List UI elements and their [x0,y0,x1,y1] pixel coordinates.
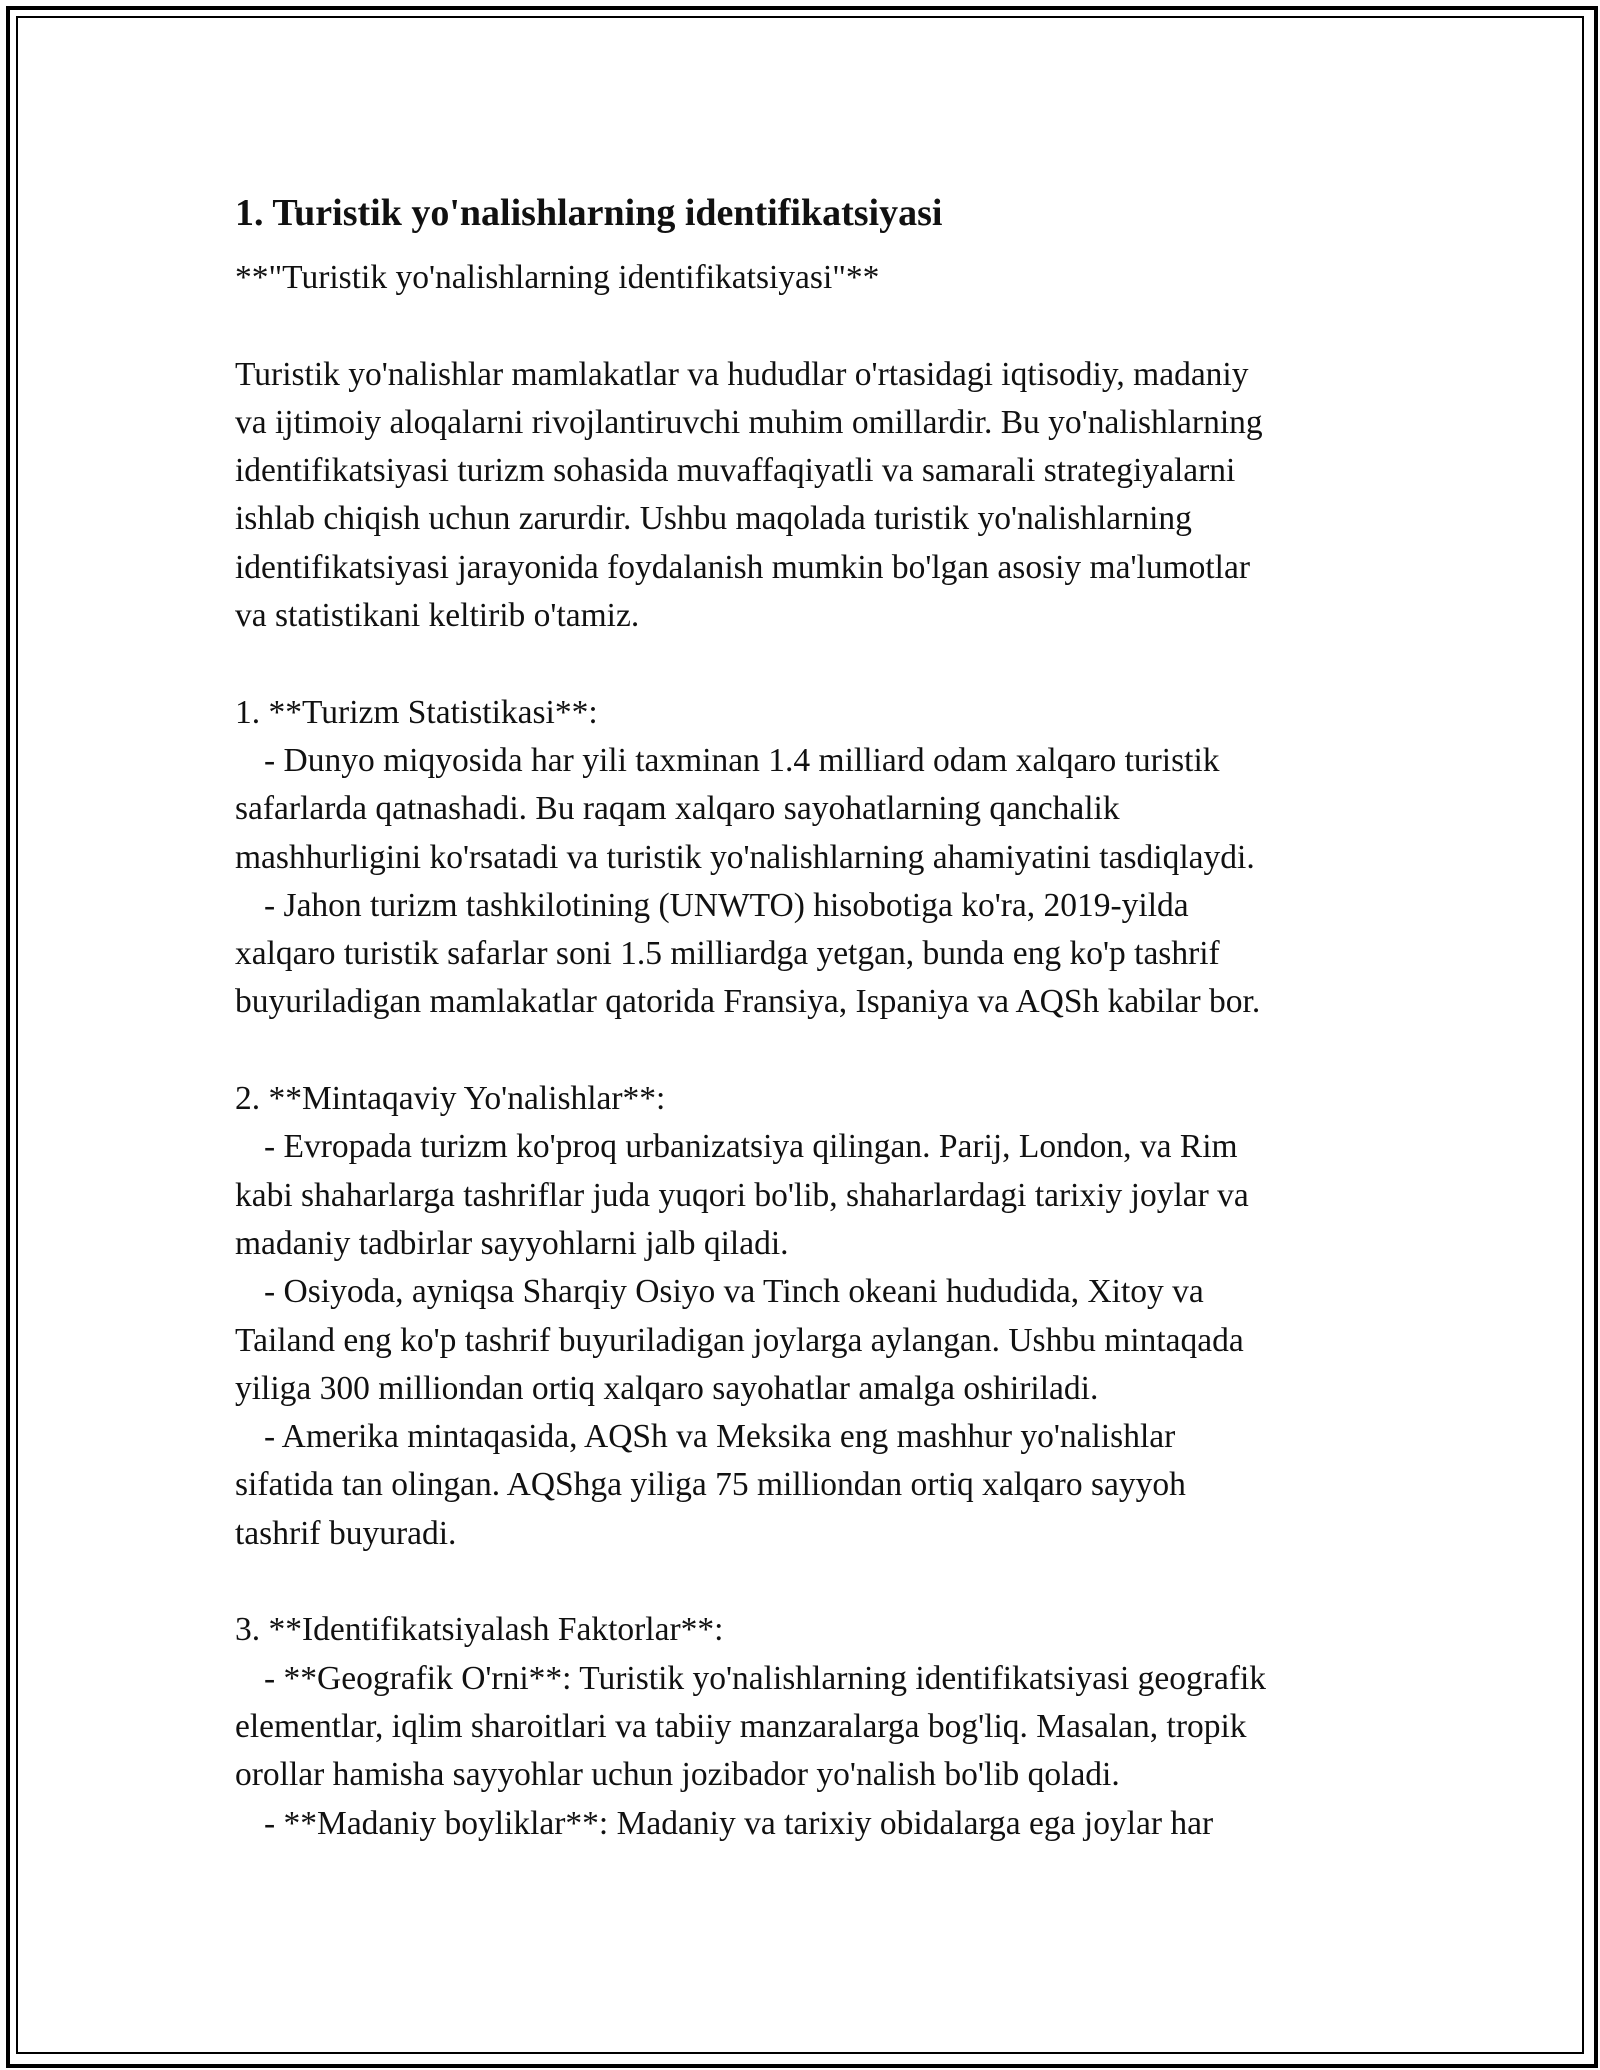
bullet-line: kabi shaharlarga tashriflar juda yuqori bo'lib, shaharlardagi tarixiy joylar va [235,1176,1249,1214]
intro-line: identifikatsiyasi jarayonida foydalanish mumkin bo'lgan asosiy ma'lumotlar [235,548,1251,586]
bullet-item [235,1123,1365,1268]
intro-paragraph [235,351,1365,641]
bullet-line: - **Geografik O'rni**: Turistik yo'nalishlarning identifikatsiyasi geografik [264,1659,1267,1697]
intro-line: Turistik yo'nalishlar mamlakatlar va hududlar o'rtasidagi iqtisodiy, madaniy [235,355,1249,393]
section-heading: 2. **Mintaqaviy Yo'nalishlar**: [235,1080,666,1118]
spacer [235,1558,1365,1606]
bullet-line: - Dunyo miqyosida har yili taxminan 1.4 milliard odam xalqaro turistik [264,741,1220,779]
bullet-item [235,737,1365,882]
bullet-line: - Osiyoda, ayniqsa Sharqiy Osiyo va Tinch okeani hududida, Xitoy va [264,1273,1204,1311]
intro-line: va ijtimoiy aloqalarni rivojlantiruvchi muhim omillardir. Bu yo'nalishlarning [235,403,1263,441]
bullet-line: - Evropada turizm ko'proq urbanizatsiya qilingan. Parij, London, va Rim [264,1128,1238,1166]
bullet-line: Tailand eng ko'p tashrif buyuriladigan joylarga aylangan. Ushbu mintaqada [235,1321,1244,1359]
bullet-line: orollar hamisha sayyohlar uchun jozibador yo'nalish bo'lib qoladi. [235,1756,1120,1794]
spacer [235,1027,1365,1075]
bullet-line: - **Madaniy boyliklar**: Madaniy va tarixiy obidalarga ega joylar har [264,1804,1214,1842]
spacer [235,640,1365,688]
bullet-line: mashhurligini ko'rsatadi va turistik yo'nalishlarning ahamiyatini tasdiqlaydi. [235,838,1255,876]
intro-line: va statistikani keltirib o'tamiz. [235,597,640,635]
section-heading: 3. **Identifikatsiyalash Faktorlar**: [235,1611,724,1649]
bullet-line: xalqaro turistik safarlar soni 1.5 milliardga yetgan, bunda eng ko'p tashrif [235,935,1220,973]
bullet-item [235,1655,1365,1800]
bullet-item [235,882,1365,1027]
intro-line: identifikatsiyasi turizm sohasida muvaffaqiyatli va samarali strategiyalarni [235,452,1236,490]
bullet-line: safarlarda qatnashadi. Bu raqam xalqaro sayohatlarning qanchalik [235,790,1120,828]
spacer [235,302,1365,350]
bullet-item [235,1268,1365,1413]
bullet-line: elementlar, iqlim sharoitlari va tabiiy manzaralarga bog'liq. Masalan, tropik [235,1707,1247,1745]
document-body [235,186,1365,1848]
section-tourism-statistics [235,689,1365,1027]
bullet-line: madaniy tadbirlar sayyohlarni jalb qiladi. [235,1224,789,1262]
bullet-item [235,1413,1365,1558]
bullet-line: - Jahon turizm tashkilotining (UNWTO) hisobotiga ko'ra, 2019-yilda [264,886,1189,924]
bullet-line: tashrif buyuradi. [235,1514,457,1552]
section-heading: 1. **Turizm Statistikasi**: [235,693,598,731]
bullet-line: buyuriladigan mamlakatlar qatorida Fransiya, Ispaniya va AQSh kabilar bor. [235,983,1261,1021]
bullet-item [235,1800,1365,1848]
bullet-line: yiliga 300 milliondan ortiq xalqaro sayohatlar amalga oshiriladi. [235,1369,1099,1407]
intro-line: ishlab chiqish uchun zarurdir. Ushbu maqolada turistik yo'nalishlarning [235,500,1192,538]
bullet-line: - Amerika mintaqasida, AQSh va Meksika eng mashhur yo'nalishlar [264,1418,1176,1456]
bullet-line: sifatida tan olingan. AQShga yiliga 75 milliondan ortiq xalqaro sayyoh [235,1466,1186,1504]
document-subtitle: **"Turistik yo'nalishlarning identifikatsiyasi"** [235,259,880,296]
section-identification-factors [235,1606,1365,1847]
document-title: 1. Turistik yo'nalishlarning identifikatsiyasi [235,192,943,234]
section-regional-destinations [235,1075,1365,1558]
